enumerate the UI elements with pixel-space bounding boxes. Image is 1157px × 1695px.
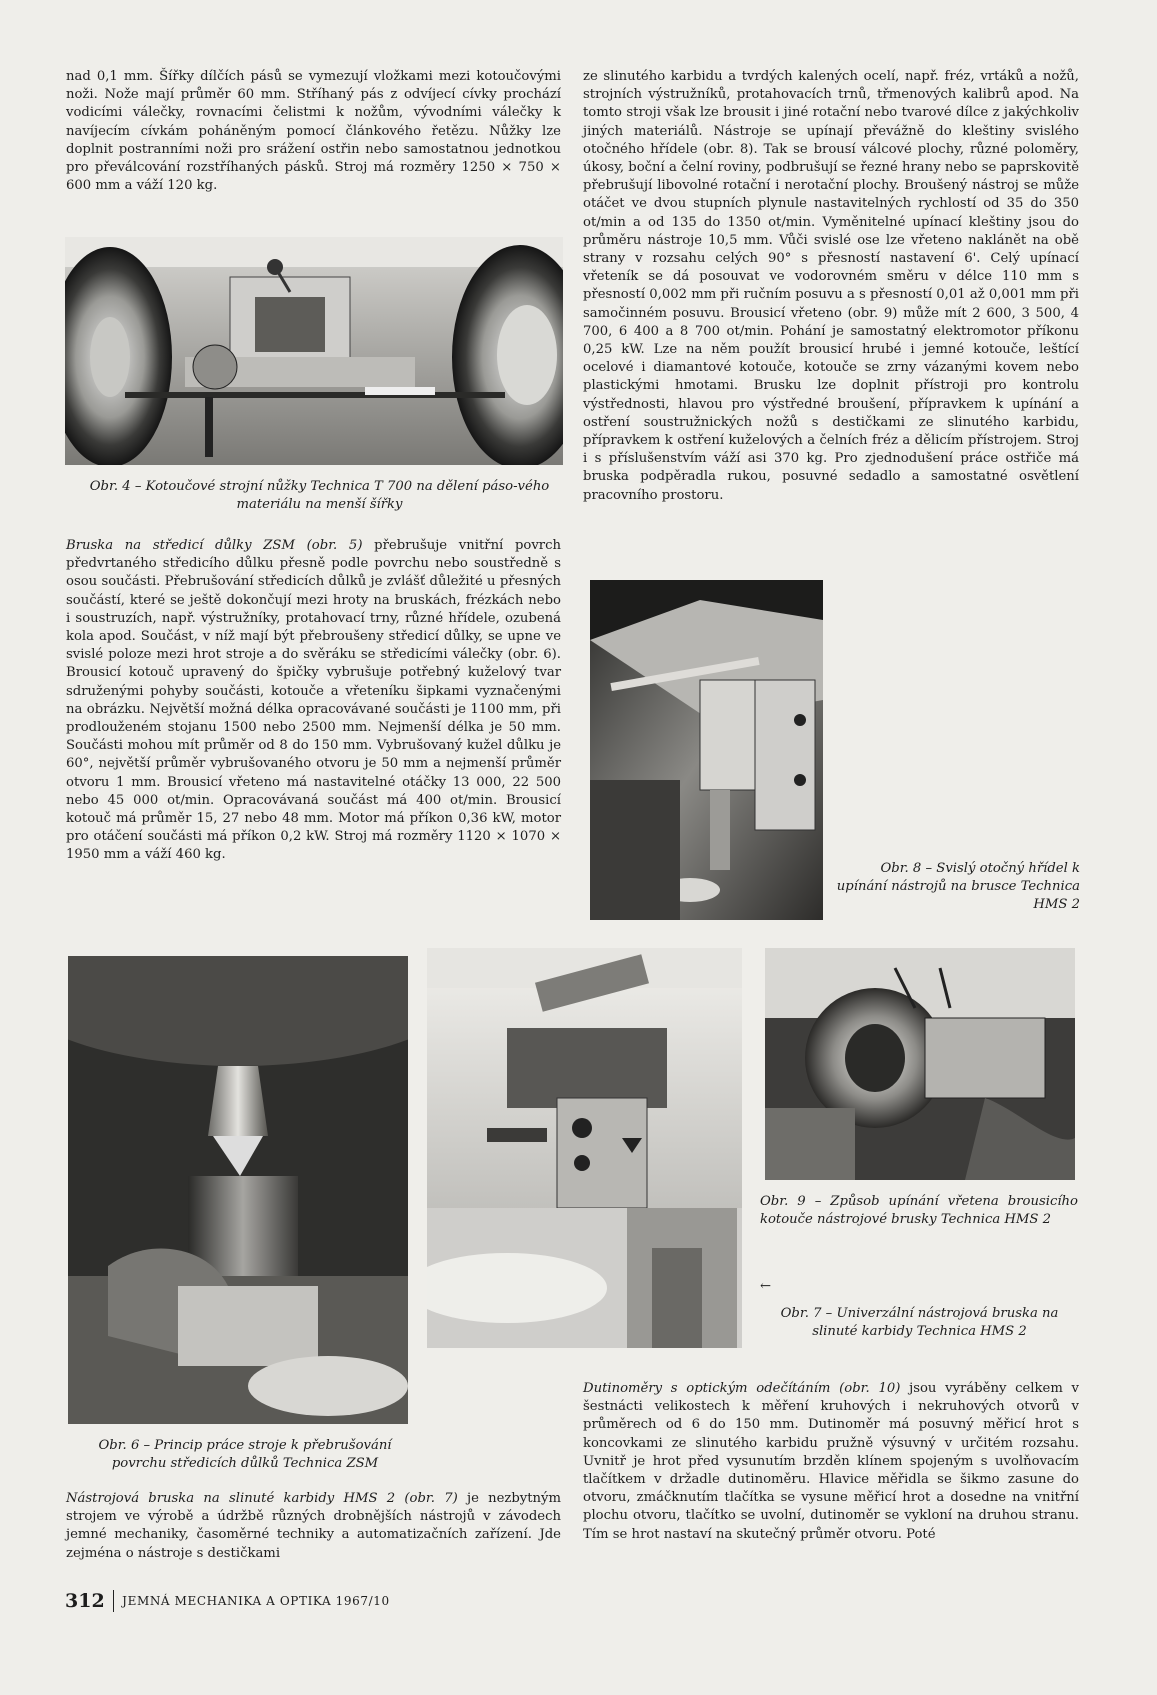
figure-6-caption: Obr. 6 – Princip práce stroje k přebrušování povrchu středicích důlků Technica ZSM — [98, 1438, 392, 1471]
paragraph-hms2 — [66, 1490, 561, 1563]
figure-9-photo — [765, 948, 1075, 1180]
dutinomery-title: Dutinoměry s optickým odečítáním (obr. 10) — [583, 1381, 901, 1396]
figure-7-caption: Obr. 7 – Univerzální nástrojová bruska na slinuté karbidy Technica HMS 2 — [780, 1306, 1059, 1339]
figure-9-caption: Obr. 9 – Způsob upínání vřetena brousicího kotouče nástrojové brusky Technica HMS 2 — [760, 1194, 1078, 1227]
figure-7-photo — [427, 948, 742, 1348]
figure-4-caption: Obr. 4 – Kotoučové strojní nůžky Technica T 700 na dělení páso-vého materiálu na menší šířky — [89, 479, 550, 512]
figure-7-arrow: ← — [760, 1279, 772, 1294]
figure-4-photo — [65, 237, 563, 465]
hms2-body: je nezbytným strojem ve výrobě a údržbě různých drobnějších nástrojů v závodech jemné mechaniky, časoměrné techniky a automatizačních zařízení. Jde zejména o nástroje s destičkami — [66, 1491, 561, 1561]
figure-8-caption: Obr. 8 – Svislý otočný hřídel k upínání nástrojů na brusce Technica HMS 2 — [836, 861, 1080, 912]
journal-title: JEMNÁ MECHANIKA A OPTIKA 1967/10 — [122, 1594, 390, 1608]
paragraph-hms-continued: ze slinutého karbidu a tvrdých kalených ocelí, např. fréz, vrtáků a nožů, strojních výstružníků, protahovacích trnů, třmenových kalibrů apod. Na tomto stroji však lze brousit i jiné rotační nebo tvarové dílce z jakýchkoliv jiných materiálů. Nástroje se upínají převážně do kleštiny svislého otočného hřídele (obr. 8). Tak se brousí válcové plochy, různé poloměry, úkosy, boční a čelní roviny, podbrušují se řezné hrany nebo se paprskovitě přebrušují libovolné rotační i nerotační plochy. Broušený nástroj se může otáčet ve dvou stupních plynule nastavitelných rychlostí od 35 do 350 ot/min a od 135 do 1350 ot/min. Vyměnitelné upínací kleštiny jsou do průměru nástroje 10,5 mm. Vůči svislé ose lze vřeteno naklánět na obě strany v rozsahu celých 90° s přesností nastavení 6'. Celý upínací vřeteník se dá posouvat ve vodorovném směru v délce 110 mm s přesností 0,002 mm při ručním posuvu a s přesností 0,01 až 0,001 mm při samočinném posuvu. Brousicí vřeteno (obr. 9) může mít 2 600, 3 500, 4 700, 6 400 a 8 700 ot/min. Pohání je samostatný elektromotor příkonu 0,25 kW. Lze na něm použít brousicí hrubé i jemné kotouče, leštící ocelové i diamantové kotouče, kotouče se zrny vázanými kovem nebo plastickými hmotami. Brusku lze doplnit přístroji pro kontrolu výstřednosti, hlavou pro výstředné broušení, přípravkem k upínání a ostření soustružnických nožů s destičkami ze slinutého karbidu, přípravkem k ostření kuželových a čelních fréz a dělicím přístrojem. Stroj i s příslušenstvím váží asi 370 kg. Pro zjednodušení práce ostřiče má bruska podpěradla rukou, posuvné sedadlo a samostatné osvětlení pracovního prostoru. — [583, 69, 1079, 503]
footer-divider — [113, 1590, 115, 1612]
zsm-title: Bruska na středicí důlky ZSM (obr. 5) — [66, 538, 363, 553]
paragraph-zsm — [66, 537, 561, 865]
page-footer — [65, 1590, 390, 1612]
dutinomery-body: jsou vyráběny celkem v šestnácti velikostech k měření kruhových i nekruhových otvorů v průměrech od 6 do 150 mm. Dutinoměr má posuvný měřicí hrot s koncovkami ze slinutého karbidu pružně výsuvný v určitém rozsahu. Uvnitř je hrot před vysunutím brzděn klínem spojeným s uvolňovacím tlačítkem v držadle dutinoměru. Hlavice měřidla se šikmo zasune do otvoru, zmáčknutím tlačítka se vysune měřicí hrot a dosedne na vnitřní plochu otvoru, tlačítko se uvolní, dutinoměr se vykloní na druhou stranu. Tím se hrot nastaví na skutečný průměr otvoru. Poté — [583, 1381, 1080, 1542]
figure-8-photo — [590, 580, 823, 920]
hms2-title: Nástrojová bruska na slinuté karbidy HMS 2 (obr. 7) — [66, 1491, 458, 1506]
paragraph-shears-continued: nad 0,1 mm. Šířky dílčích pásů se vymezují vložkami mezi kotoučovými noži. Nože mají průměr 60 mm. Stříhaný pás z odvíjecí cívky prochází vodicími válečky, rovnacími čelistmi k nožům, vývodními válečky k navíjecím cívkám poháněným pomocí článkového řetězu. Nůžky lze doplnit postranními noži pro srážení ostřin nebo samostatnou jednotkou pro převálcování rozstříhaných pásků. Stroj má rozměry 1250 × 750 × 600 mm a váží 120 kg. — [66, 69, 561, 194]
figure-6-photo — [68, 956, 408, 1424]
paragraph-dutinomery — [583, 1380, 1079, 1544]
zsm-body: přebrušuje vnitřní povrch předvrtaného středicího důlku přesně podle povrchu nebo soustředně s osou součásti. Přebrušování středicích důlků je zvlášť důležité u přesných součástí, které se ještě dokončují mezi hroty na bruskách, frézkách nebo i soustruzích, např. výstružníky, protahovací trny, různé hřídele, ozubená kola apod. Součást, v níž mají být přebroušeny středicí důlky, se upne ve svislé poloze mezi hrot stroje a do svěráku se středicími válečky (obr. 6). Brousicí kotouč upravený do špičky vybrušuje potřebný kuželový tvar sdruženými pohyby součásti, kotouče a vřeteníku šipkami vyznačenými na obrázku. Největší možná délka opracovávané součásti je 1100 mm, při prodlouženém stojanu 1500 nebo 2500 mm. Nejmenší délka je 50 mm. Součásti mohou mít průměr od 8 do 150 mm. Vybrušovaný kužel důlku je 60°, největší průměr vybrušovaného otvoru je 50 mm a nejmenší průměr otvoru 1 mm. Brousicí vřeteno má nastavitelné otáčky 13 000, 22 500 nebo 45 000 ot/min. Opracovávaná součást má 400 ot/min. Brousicí kotouč má průměr 15, 27 nebo 48 mm. Motor má příkon 0,36 kW, motor pro otáčení součásti má příkon 0,2 kW. Stroj má rozměry 1120 × 1070 × 1950 mm a váží 460 kg. — [66, 538, 561, 863]
page-number: 312 — [65, 1590, 105, 1612]
